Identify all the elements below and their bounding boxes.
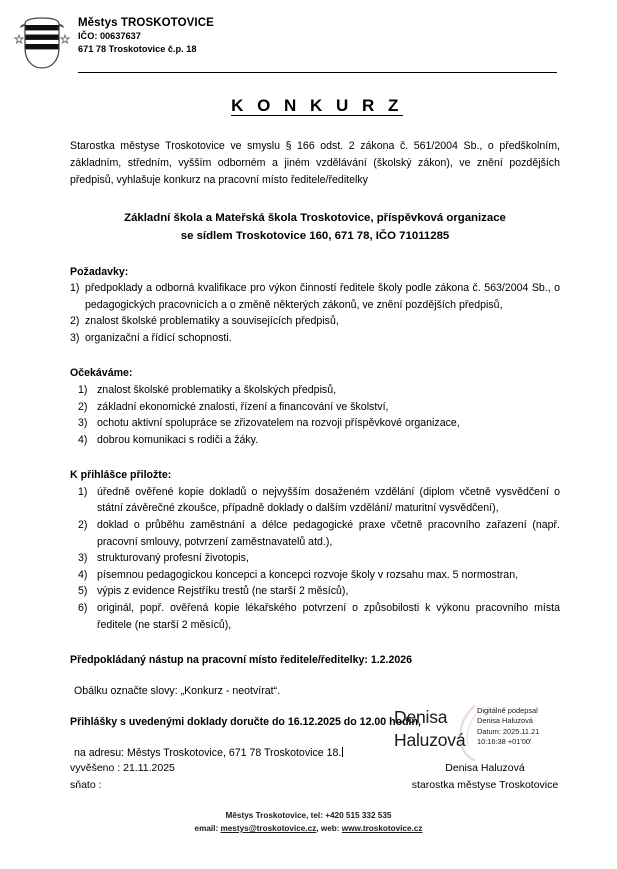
- list-item: [70, 415, 560, 432]
- attachments-heading: K přihlášce přiložte:: [70, 469, 172, 482]
- footer-contact-line: Městys Troskotovice, tel: +420 515 332 535: [225, 811, 392, 820]
- notice-deadline: Přihlášky s uvedenými doklady doručte do 16.12.2025 do 12.00 hodin,: [70, 716, 421, 729]
- list-text: znalost školské problematiky a školských předpisů,: [97, 383, 337, 396]
- list-item: [70, 550, 560, 567]
- list-item: [70, 583, 560, 600]
- intro-paragraph: Starostka městyse Troskotovice ve smyslu § 166 odst. 2 zákona č. 561/2004 Sb., o předškolním, základním, středním, vyšším odborném a jiném vzdělávání (školský zákon), ve znění pozdějších předpisů, vyhlašuje konkurz na pracovní místo ředitele/ředitelky: [70, 140, 560, 187]
- organization-ico: IČO: 00637637: [78, 31, 141, 41]
- page-footer: [0, 809, 617, 835]
- footer-web-label: web:: [320, 824, 342, 833]
- organization-block: [78, 16, 214, 56]
- organization-address: 671 78 Troskotovice č.p. 18: [78, 44, 197, 54]
- signatory-caption: [370, 760, 600, 794]
- list-marker: 3): [78, 552, 88, 565]
- list-marker: 1): [78, 485, 88, 498]
- expectations-heading: Očekáváme:: [70, 367, 133, 380]
- letterhead: [0, 0, 617, 82]
- section-expectations: [70, 365, 560, 448]
- list-item: [70, 280, 560, 313]
- list-marker: 3): [78, 417, 88, 430]
- list-text: organizační a řídící schopnosti.: [85, 331, 232, 344]
- digital-signature-stamp: [390, 702, 590, 764]
- signature-meta-line4: 10:16:38 +01'00': [477, 736, 532, 746]
- signature-meta-line2: Denisa Haluzová: [477, 716, 533, 726]
- list-marker: 1): [70, 282, 80, 295]
- list-text: ochotu aktivní spolupráce se zřizovatelem na rozvoji příspěvkové organizace,: [97, 417, 460, 430]
- requirements-heading: Požadavky:: [70, 265, 129, 278]
- list-text: výpis z evidence Rejstříku trestů (ne starší 2 měsíců),: [97, 585, 349, 598]
- signature-name-line2: Haluzová: [394, 730, 466, 750]
- list-text: doklad o průběhu zaměstnání a délce pedagogické praxe včetně pracovního zařazení (např. pracovní smlouvy, potvrzení zaměstnavatelů atd.),: [97, 519, 560, 548]
- list-item: [70, 330, 560, 347]
- notice-envelope: Obálku označte slovy: „Konkurz - neotvírat“.: [74, 685, 281, 698]
- list-marker: 3): [70, 331, 80, 344]
- signature-metadata: [477, 706, 539, 747]
- page-title: K O N K U R Z: [231, 96, 403, 115]
- document-body: [70, 96, 560, 761]
- text-caret: [342, 747, 343, 757]
- section-requirements: [70, 264, 560, 347]
- list-marker: 2): [70, 315, 80, 328]
- list-item: [70, 432, 560, 449]
- list-text: základní ekonomické znalosti, řízení a financování ve školství,: [97, 400, 389, 413]
- list-text: originál, popř. ověřená kopie lékařského potvrzení o způsobilosti k výkonu pracovního místa ředitele (ne starší 2 měsíců),: [97, 602, 560, 631]
- list-item: [70, 600, 560, 633]
- header-divider: [78, 72, 557, 73]
- list-item: [70, 567, 560, 584]
- list-item: [70, 484, 560, 517]
- list-text: dobrou komunikaci s rodiči a žáky.: [97, 433, 259, 446]
- list-item: [70, 399, 560, 416]
- posting-dates: [70, 760, 175, 794]
- school-name: Základní škola a Mateřská škola Troskotovice, příspěvková organizace: [124, 211, 506, 224]
- list-text: písemnou pedagogickou koncepci a koncepci rozvoje školy v rozsahu max. 5 normostran,: [97, 568, 519, 581]
- town-coat-of-arms-icon: [13, 14, 71, 72]
- signatory-role: starostka městyse Troskotovice: [411, 779, 559, 791]
- school-identification: [70, 209, 560, 245]
- list-marker: 6): [78, 602, 88, 615]
- list-text: předpoklady a odborná kvalifikace pro výkon činností ředitele školy podle zákona č. 563/2004 Sb., o pedagogických pracovnicích a o změně některých zákonů, ve znění pozdějších předpisů,: [85, 282, 560, 311]
- section-attachments: [70, 467, 560, 633]
- footer-web-link[interactable]: www.troskotovice.cz: [341, 824, 423, 833]
- list-marker: 2): [78, 519, 88, 532]
- organization-name: Městys TROSKOTOVICE: [78, 17, 214, 29]
- school-seat: se sídlem Troskotovice 160, 671 78, IČO 71011285: [180, 229, 450, 242]
- signature-name: [394, 706, 465, 752]
- list-text: znalost školské problematiky a souvisejících předpisů,: [85, 315, 339, 328]
- list-marker: 4): [78, 433, 88, 446]
- attachments-list: [70, 484, 560, 633]
- list-text: úředně ověřené kopie dokladů o nejvyšším dosaženém vzdělání (diplom včetně vysvědčení o státní závěrečné zkoušce, případně doklady o dalším vzdělání/ maturitní vysvědčení),: [97, 485, 560, 515]
- removed-date: sňato :: [70, 779, 102, 791]
- posted-date: vyvěšeno : 21.11.2025: [70, 762, 175, 774]
- list-item: [70, 382, 560, 399]
- signatory-name: Denisa Haluzová: [445, 762, 525, 774]
- notice-address-text: na adresu: Městys Troskotovice, 671 78 Troskotovice 18.: [74, 747, 342, 760]
- expectations-list: [70, 382, 560, 448]
- list-marker: 1): [78, 383, 88, 396]
- signature-meta-line1: Digitálně podepsal: [477, 706, 538, 715]
- list-marker: 2): [78, 400, 88, 413]
- signature-name-line1: Denisa: [394, 707, 448, 727]
- signature-meta-line3: Datum: 2025.11.21: [477, 726, 540, 736]
- footer-email-link[interactable]: mestys@troskotovice.cz: [220, 824, 317, 833]
- requirements-list: [70, 280, 560, 346]
- footer-email-label: email:: [194, 824, 221, 833]
- footer-separator: ,: [316, 824, 321, 833]
- footer-links-line: [0, 822, 617, 835]
- list-text: strukturovaný profesní životopis,: [97, 552, 249, 565]
- list-item: [70, 313, 560, 330]
- list-item: [70, 517, 560, 550]
- list-marker: 4): [78, 568, 88, 581]
- list-marker: 5): [78, 585, 88, 598]
- notice-start-date: Předpokládaný nástup na pracovní místo ředitele/ředitelky: 1.2.2026: [70, 654, 413, 667]
